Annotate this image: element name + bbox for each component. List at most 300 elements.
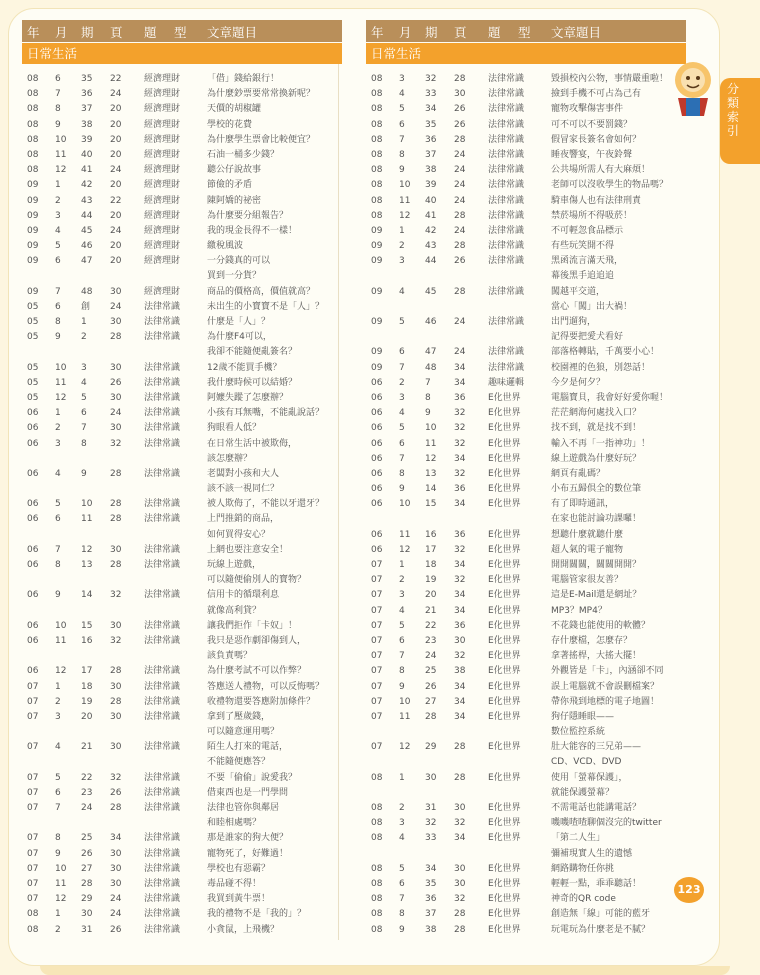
cell-title: 為什麼要分組報告？ xyxy=(207,210,289,221)
cell-type: 法律常識 xyxy=(144,635,181,646)
cell-type: 法律常識 xyxy=(488,362,525,373)
header-year: 年 xyxy=(371,25,384,40)
cell-title: 存什麼檔，怎麼存？ xyxy=(551,635,633,646)
cell-page: 32 xyxy=(110,772,122,783)
cell-title: 彌補現實人生的遺憾 xyxy=(551,848,633,859)
cell-type: E化世界 xyxy=(488,878,521,889)
cell-year: 06 xyxy=(27,514,39,525)
cell-month: 1 xyxy=(399,560,405,570)
cell-title: 不花錢也能使用的軟體？ xyxy=(551,620,651,631)
cell-title: 可以隨意運用嗎？ xyxy=(207,727,280,738)
cell-issue: 26 xyxy=(81,848,93,859)
cell-issue: 42 xyxy=(425,225,437,236)
table-row xyxy=(22,102,342,117)
cell-year: 05 xyxy=(27,362,39,373)
cell-title: 讓我們拒作「卡奴」！ xyxy=(207,620,298,631)
cell-page: 30 xyxy=(110,544,122,555)
cell-page: 30 xyxy=(110,742,122,753)
cell-month: 10 xyxy=(55,134,67,145)
cell-page: 34 xyxy=(454,453,466,464)
cell-month: 11 xyxy=(55,149,67,160)
cell-year: 06 xyxy=(371,438,383,449)
cell-month: 7 xyxy=(399,362,405,373)
cell-year: 06 xyxy=(371,529,383,540)
cell-year: 06 xyxy=(27,620,39,631)
table-row xyxy=(366,254,686,269)
cell-title: 為什麼考試不可以作弊？ xyxy=(207,666,307,677)
cell-issue: 19 xyxy=(81,696,93,707)
cell-year: 06 xyxy=(371,408,383,419)
cell-title: 就能保護螢幕？ xyxy=(551,787,615,798)
cell-type: 法律常識 xyxy=(488,119,525,130)
cell-page: 28 xyxy=(110,332,122,343)
cell-year: 06 xyxy=(371,544,383,555)
cell-type: E化世界 xyxy=(488,484,521,495)
cell-title: 我的現金長得不一樣！ xyxy=(207,225,298,236)
cell-issue: 28 xyxy=(81,878,93,889)
cell-title: 拿到了壓歲錢， xyxy=(207,711,271,722)
cell-year: 06 xyxy=(27,544,39,555)
table-row xyxy=(22,573,342,588)
cell-issue: 44 xyxy=(81,210,93,221)
table-row xyxy=(22,330,342,345)
cell-month: 4 xyxy=(399,605,405,616)
cell-year: 08 xyxy=(27,134,39,145)
cell-title: 聽公仔說故事 xyxy=(207,165,262,176)
cell-month: 9 xyxy=(399,165,405,176)
cell-type: E化世界 xyxy=(488,529,521,540)
cell-month: 9 xyxy=(55,332,61,343)
cell-month: 8 xyxy=(55,104,61,115)
cell-title: 數位監控系統 xyxy=(551,727,606,738)
cell-type: 經濟理財 xyxy=(144,225,181,236)
cell-year: 09 xyxy=(27,195,39,206)
cell-type: 法律常識 xyxy=(144,392,181,403)
cell-month: 4 xyxy=(399,408,405,419)
cell-title: 借東西也是一門學問 xyxy=(207,787,289,798)
cell-month: 7 xyxy=(399,894,405,905)
table-row xyxy=(22,543,342,558)
cell-type: 法律常識 xyxy=(488,149,525,160)
cell-month: 1 xyxy=(55,681,61,692)
table-row xyxy=(366,604,686,619)
cell-year: 08 xyxy=(27,104,39,115)
cell-issue: 24 xyxy=(425,651,437,662)
cell-month: 2 xyxy=(399,575,405,586)
cell-title: 玩線上遊戲， xyxy=(207,560,262,570)
table-row xyxy=(22,406,342,421)
cell-title: 茫茫網海何處找入口？ xyxy=(551,408,642,419)
cell-page: 30 xyxy=(110,286,122,297)
table-row xyxy=(366,847,686,862)
cell-page: 34 xyxy=(454,560,466,570)
table-row xyxy=(22,376,342,391)
cell-issue: 24 xyxy=(81,803,93,813)
cell-type: 趣味邏輯 xyxy=(488,377,525,388)
cell-title: 上門推銷的商品， xyxy=(207,514,280,525)
header-type-1: 題 xyxy=(488,25,501,40)
cell-month: 9 xyxy=(399,484,405,495)
cell-issue: 21 xyxy=(81,742,93,753)
cell-year: 06 xyxy=(27,499,39,510)
right-column xyxy=(366,20,686,938)
cell-title: 開開關關，關關開開？ xyxy=(551,560,642,570)
table-row xyxy=(366,330,686,345)
cell-type: E化世界 xyxy=(488,620,521,631)
cell-page: 32 xyxy=(454,651,466,662)
cell-type: 法律常識 xyxy=(144,499,181,510)
cell-year: 08 xyxy=(371,119,383,130)
cell-title: 可以隨便偷別人的寶物？ xyxy=(207,575,307,586)
cell-title: 學校的花費 xyxy=(207,119,253,130)
cell-title: 今夕是何夕？ xyxy=(551,377,606,388)
cell-page: 28 xyxy=(110,514,122,525)
cell-issue: 38 xyxy=(81,119,93,130)
cell-type: E化世界 xyxy=(488,818,521,829)
cell-month: 3 xyxy=(399,74,405,84)
header-page: 頁 xyxy=(454,25,467,40)
cell-year: 06 xyxy=(371,453,383,464)
cell-title: 帶你飛到地標的電子地圖！ xyxy=(551,696,660,707)
cell-year: 08 xyxy=(371,165,383,176)
cell-page: 34 xyxy=(454,377,466,388)
cell-title: 輕輕一點，乖乖聽話！ xyxy=(551,878,642,889)
cell-page: 24 xyxy=(454,165,466,176)
cell-issue: 36 xyxy=(425,894,437,905)
cell-title: 未出生的小寶寶不是「人」？ xyxy=(207,301,325,312)
cell-year: 08 xyxy=(27,89,39,100)
cell-year: 09 xyxy=(371,362,383,373)
cell-type: 法律常識 xyxy=(144,787,181,798)
cell-issue: 27 xyxy=(81,863,93,874)
cell-month: 4 xyxy=(55,468,61,479)
cell-year: 08 xyxy=(371,772,383,783)
cell-type: E化世界 xyxy=(488,924,521,935)
cell-issue: 8 xyxy=(425,392,431,403)
cell-title: 商品的價格高，價值就高？ xyxy=(207,286,316,297)
cell-issue: 14 xyxy=(81,590,93,601)
cell-page: 34 xyxy=(454,696,466,707)
table-row xyxy=(22,467,342,482)
table-row xyxy=(366,740,686,755)
cell-title: 在日常生活中被欺侮， xyxy=(207,438,298,449)
cell-page: 32 xyxy=(454,818,466,829)
cell-title: 老闆對小孩和大人 xyxy=(207,468,280,479)
cell-title: 使用「螢幕保護」， xyxy=(551,772,628,783)
table-row xyxy=(22,755,342,770)
cell-year: 08 xyxy=(371,894,383,905)
cell-page: 26 xyxy=(110,924,122,935)
cell-type: 法律常識 xyxy=(144,848,181,859)
cell-month: 6 xyxy=(55,514,61,525)
cell-year: 07 xyxy=(371,560,383,570)
cell-year: 09 xyxy=(371,256,383,267)
table-row xyxy=(22,816,342,831)
cell-year: 06 xyxy=(371,423,383,434)
category-index-tab-label: 分類索引 xyxy=(726,82,739,138)
cell-title: 當心「闖」出大禍！ xyxy=(551,301,633,312)
cell-type: E化世界 xyxy=(488,560,521,570)
cell-title: 不能隨便應答？ xyxy=(207,757,271,768)
cell-type: 經濟理財 xyxy=(144,134,181,145)
cell-title: 為什麼學生票會比較便宜？ xyxy=(207,134,316,145)
cell-year: 08 xyxy=(27,149,39,160)
cell-type: 法律常識 xyxy=(144,332,181,343)
cell-page: 24 xyxy=(454,180,466,191)
table-row xyxy=(366,755,686,770)
cell-month: 12 xyxy=(55,165,67,176)
cell-title: 幕後黑手追追追 xyxy=(551,271,615,282)
cell-issue: 22 xyxy=(425,620,437,631)
cell-title: 該不該一視同仁？ xyxy=(207,484,280,495)
table-row xyxy=(22,558,342,573)
cell-title: 我什麼時候可以結婚？ xyxy=(207,377,298,388)
cell-issue: 33 xyxy=(425,89,437,100)
cell-type: E化世界 xyxy=(488,544,521,555)
page-bottom-edge xyxy=(40,966,730,975)
cell-page: 28 xyxy=(454,74,466,84)
cell-page: 26 xyxy=(110,377,122,388)
cell-month: 6 xyxy=(55,301,61,312)
cell-month: 10 xyxy=(399,180,411,191)
cell-year: 06 xyxy=(371,468,383,479)
cell-page: 20 xyxy=(110,180,122,191)
cell-year: 08 xyxy=(371,924,383,935)
cell-year: 07 xyxy=(27,833,39,844)
cell-month: 6 xyxy=(399,438,405,449)
cell-type: E化世界 xyxy=(488,696,521,707)
cell-page: 30 xyxy=(110,848,122,859)
cell-issue: 42 xyxy=(81,180,93,191)
table-row xyxy=(366,269,686,284)
cell-title: 小孩有耳無嘴，不能亂說話？ xyxy=(207,408,325,419)
cell-year: 07 xyxy=(371,590,383,601)
cell-month: 1 xyxy=(399,225,405,236)
cell-issue: 7 xyxy=(81,423,87,434)
cell-type: 經濟理財 xyxy=(144,89,181,100)
table-row xyxy=(22,740,342,755)
cell-type: 法律常識 xyxy=(488,317,525,327)
cell-year: 07 xyxy=(371,575,383,586)
cell-year: 07 xyxy=(27,894,39,905)
cell-year: 08 xyxy=(371,89,383,100)
cell-title: 學校也有惡霸？ xyxy=(207,863,271,874)
cell-month: 10 xyxy=(399,499,411,510)
cell-month: 6 xyxy=(55,74,61,84)
cell-title: 被人欺侮了，不能以牙還牙？ xyxy=(207,499,325,510)
cell-issue: 33 xyxy=(425,833,437,844)
table-row xyxy=(22,831,342,846)
table-row xyxy=(366,907,686,922)
cell-year: 09 xyxy=(371,347,383,358)
cell-title: 該負責嗎？ xyxy=(207,651,253,662)
cell-month: 11 xyxy=(55,635,67,646)
cell-type: E化世界 xyxy=(488,605,521,616)
table-row xyxy=(22,437,342,452)
cell-type: 法律常識 xyxy=(488,195,525,206)
table-row xyxy=(22,452,342,467)
cell-title: 不需電話也能講電話？ xyxy=(551,803,642,813)
cell-title: 節儉的矛盾 xyxy=(207,180,253,191)
table-row xyxy=(366,892,686,907)
cell-title: 網路購物任你挑 xyxy=(551,863,615,874)
cell-year: 08 xyxy=(27,909,39,920)
cell-page: 32 xyxy=(454,544,466,555)
cell-month: 9 xyxy=(55,590,61,601)
cell-issue: 25 xyxy=(425,666,437,677)
cell-month: 3 xyxy=(55,210,61,221)
cell-title: 小布五歸倶全的數位筆 xyxy=(551,484,642,495)
cell-year: 07 xyxy=(371,620,383,631)
cell-month: 6 xyxy=(399,635,405,646)
cell-month: 2 xyxy=(55,924,61,935)
cell-month: 2 xyxy=(399,241,405,252)
cell-month: 7 xyxy=(55,544,61,555)
cell-type: 法律常識 xyxy=(488,134,525,145)
cell-page: 28 xyxy=(110,468,122,479)
cell-issue: 12 xyxy=(81,544,93,555)
cell-page: 22 xyxy=(110,74,122,84)
cell-issue: 23 xyxy=(425,635,437,646)
cell-title: 為什麼F4可以， xyxy=(207,332,272,343)
cell-issue: 9 xyxy=(81,468,87,479)
cell-page: 20 xyxy=(110,119,122,130)
cell-title: 毀損校內公物，事情嚴重啦！ xyxy=(551,74,669,84)
table-row xyxy=(366,543,686,558)
cell-page: 20 xyxy=(110,210,122,221)
cell-month: 5 xyxy=(399,620,405,631)
cell-type: 法律常識 xyxy=(144,620,181,631)
table-row xyxy=(22,194,342,209)
cell-issue: 43 xyxy=(81,195,93,206)
cell-page: 34 xyxy=(454,711,466,722)
cell-page: 32 xyxy=(110,438,122,449)
table-row xyxy=(22,254,342,269)
cell-title: 收禮物還要答應附加條件？ xyxy=(207,696,316,707)
table-row xyxy=(366,467,686,482)
cell-month: 8 xyxy=(399,666,405,677)
cell-month: 8 xyxy=(399,468,405,479)
cell-year: 07 xyxy=(371,696,383,707)
cell-title: 毒品碰不得！ xyxy=(207,878,262,889)
cell-title: 拿著搖桿，大搖大擺！ xyxy=(551,651,642,662)
cell-issue: 35 xyxy=(425,878,437,889)
cell-month: 10 xyxy=(55,362,67,373)
cell-page: 34 xyxy=(454,362,466,373)
cell-page: 38 xyxy=(454,666,466,677)
cell-year: 07 xyxy=(27,742,39,753)
cell-issue: 48 xyxy=(81,286,93,297)
table-row xyxy=(22,118,342,133)
cell-page: 24 xyxy=(454,347,466,358)
cell-year: 05 xyxy=(27,377,39,388)
cell-month: 8 xyxy=(55,317,61,327)
table-row xyxy=(366,345,686,360)
cell-month: 8 xyxy=(55,560,61,570)
cell-issue: 12 xyxy=(425,453,437,464)
cell-page: 30 xyxy=(454,635,466,646)
table-row xyxy=(366,588,686,603)
cell-title: 我卻不能隨便亂簽名？ xyxy=(207,347,298,358)
cell-page: 30 xyxy=(110,392,122,403)
cell-issue: 30 xyxy=(425,772,437,783)
cell-title: 有了即時通訊， xyxy=(551,499,615,510)
cell-issue: 31 xyxy=(425,803,437,813)
cell-page: 30 xyxy=(110,423,122,434)
header-type-1: 題 xyxy=(144,25,157,40)
cell-year: 07 xyxy=(27,696,39,707)
cell-issue: 35 xyxy=(425,119,437,130)
cell-page: 20 xyxy=(110,104,122,115)
cell-title: 電腦管家很友善？ xyxy=(551,575,624,586)
cell-title: 12歲不能買手機？ xyxy=(207,362,282,373)
cell-type: 法律常識 xyxy=(144,560,181,570)
cell-issue: 1 xyxy=(81,317,87,327)
cell-type: 經濟理財 xyxy=(144,104,181,115)
header-year: 年 xyxy=(27,25,40,40)
cell-issue: 45 xyxy=(81,225,93,236)
cell-issue: 9 xyxy=(425,408,431,419)
cell-title: 老師可以沒收學生的物品嗎？ xyxy=(551,180,669,191)
cell-issue: 3 xyxy=(81,362,87,373)
cell-issue: 18 xyxy=(81,681,93,692)
table-row xyxy=(22,285,342,300)
table-row xyxy=(22,239,342,254)
cell-title: 誤上電腦就不會誤刪檔案？ xyxy=(551,681,660,692)
table-row xyxy=(22,163,342,178)
cell-page: 32 xyxy=(454,575,466,586)
cell-page: 28 xyxy=(454,772,466,783)
cell-title: 嘰嘰喳喳聊個沒完的twitter xyxy=(551,818,662,829)
cell-issue: 15 xyxy=(81,620,93,631)
cell-month: 6 xyxy=(55,256,61,267)
table-row xyxy=(366,664,686,679)
cell-year: 05 xyxy=(27,317,39,327)
cell-page: 28 xyxy=(110,499,122,510)
cell-issue: 8 xyxy=(81,438,87,449)
cell-year: 07 xyxy=(371,605,383,616)
cell-year: 08 xyxy=(371,803,383,813)
cell-issue: 37 xyxy=(425,909,437,920)
cell-type: 法律常識 xyxy=(144,377,181,388)
cell-page: 24 xyxy=(454,317,466,327)
cell-page: 36 xyxy=(454,529,466,540)
cell-issue: 39 xyxy=(81,134,93,145)
cell-type: 法律常識 xyxy=(488,104,525,115)
cell-page: 28 xyxy=(454,210,466,221)
cell-title: 陳阿嬌的祕密 xyxy=(207,195,262,206)
cell-title: 天價的胡椒罐 xyxy=(207,104,262,115)
cell-type: E化世界 xyxy=(488,468,521,479)
table-row xyxy=(22,72,342,87)
cell-issue: 37 xyxy=(81,104,93,115)
cell-type: 法律常識 xyxy=(144,772,181,783)
cell-title: 那是誰家的狗大便？ xyxy=(207,833,289,844)
cell-type: 法律常識 xyxy=(144,468,181,479)
table-row xyxy=(22,512,342,527)
cell-type: 法律常識 xyxy=(488,225,525,236)
cell-title: 不可輕忽食品標示 xyxy=(551,225,624,236)
cell-month: 2 xyxy=(399,803,405,813)
cell-page: 34 xyxy=(454,499,466,510)
cell-month: 5 xyxy=(399,317,405,327)
cell-type: E化世界 xyxy=(488,711,521,722)
cell-year: 07 xyxy=(371,681,383,692)
cell-issue: 2 xyxy=(81,332,87,343)
cell-page: 24 xyxy=(110,301,122,312)
cell-month: 10 xyxy=(55,863,67,874)
cell-title: 一分錢真的可以 xyxy=(207,256,271,267)
